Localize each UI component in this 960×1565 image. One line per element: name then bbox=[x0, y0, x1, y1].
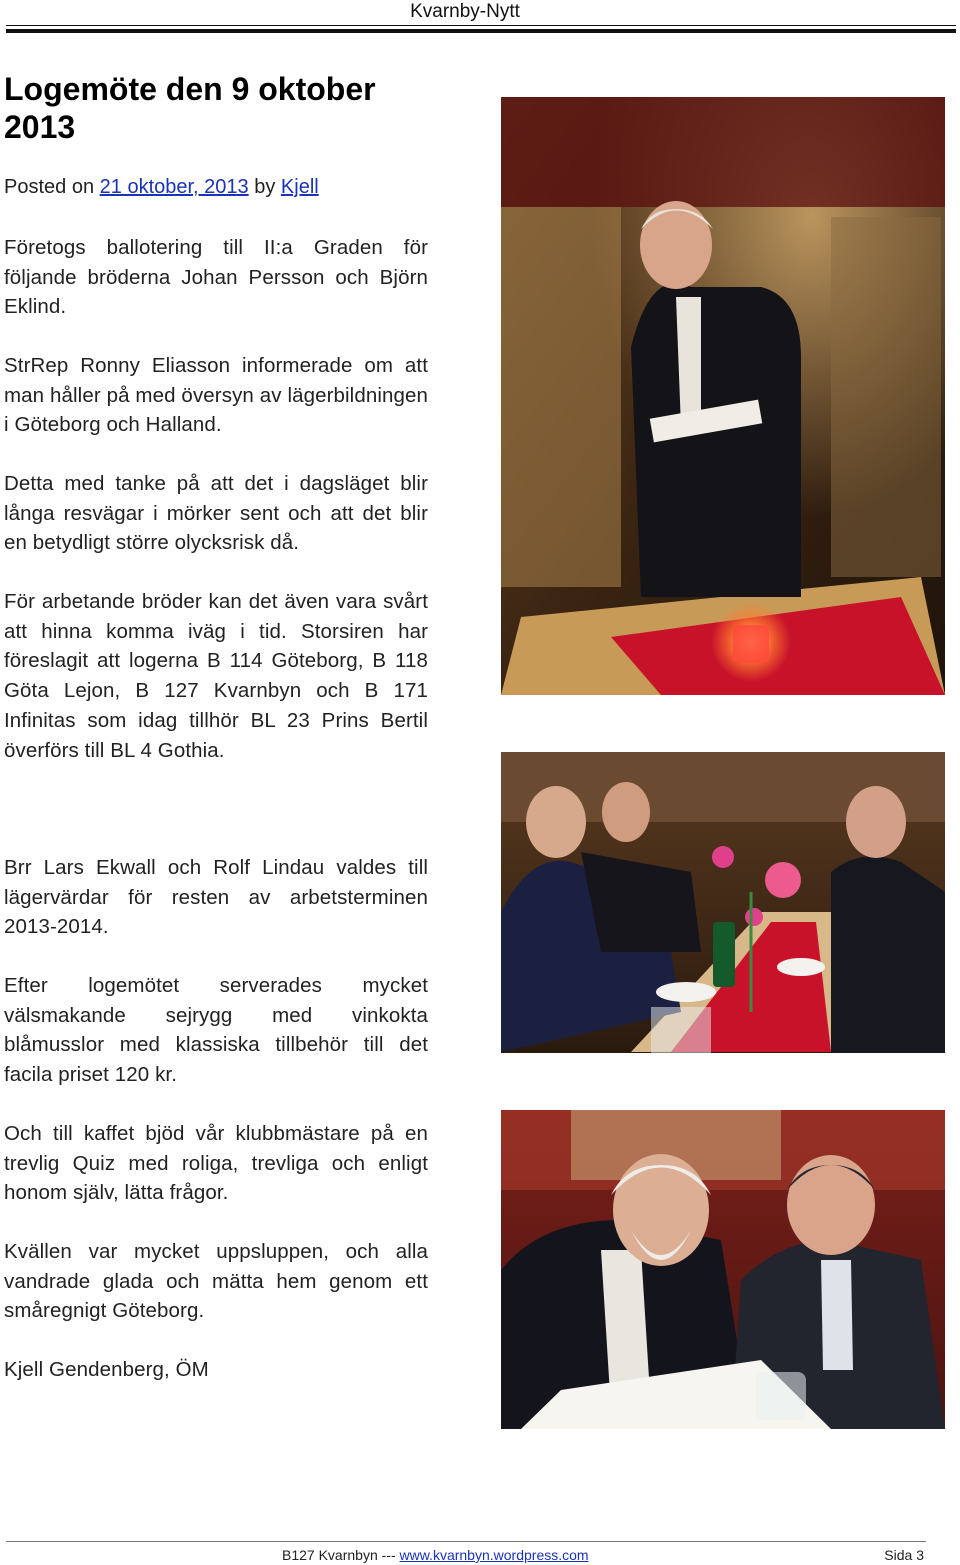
paragraph-travel: Detta med tanke på att det i dagsläget blir långa resvägar i mörker sent och att det blir en betydligt större olycksrisk då. bbox=[4, 472, 428, 555]
photo-speaker bbox=[501, 97, 945, 695]
article-title: Logemöte den 9 oktober 2013 bbox=[4, 71, 376, 145]
byline-by: by bbox=[254, 176, 276, 198]
header-rule-thin bbox=[6, 25, 956, 26]
signature: Kjell Gendenberg, ÖM bbox=[4, 1358, 209, 1381]
post-date-link[interactable]: 21 oktober, 2013 bbox=[99, 176, 249, 198]
posted-prefix: Posted on bbox=[4, 176, 95, 198]
paragraph-lodges: För arbetande bröder kan det även vara svårt att hinna komma iväg i tid. Storsiren har föreslagit att logerna B 114 Göteborg, B 118 Göta Lejon, B 127 Kvarnbyn och B 171 Infinitas som idag tillhör BL 23 Prins Bertil överförs till BL 4 Gothia. bbox=[4, 590, 428, 762]
author-link[interactable]: Kjell bbox=[280, 176, 319, 198]
photo-dinner-table bbox=[501, 752, 945, 1053]
footer-website-link[interactable]: www.kvarnbyn.wordpress.com bbox=[399, 1547, 589, 1563]
footer-lodge bbox=[282, 1546, 589, 1564]
header-rule-thick bbox=[6, 29, 956, 33]
byline bbox=[4, 173, 444, 201]
footer-rule bbox=[6, 1541, 926, 1542]
footer-lodge-name: B127 Kvarnbyn --- bbox=[282, 1547, 396, 1563]
paragraph-lagervardar: Brr Lars Ekwall och Rolf Lindau valdes till lägervärdar för resten av arbetsterminen 2013-2014. bbox=[4, 856, 428, 939]
paragraph-strrep: StrRep Ronny Eliasson informerade om att man håller på med översyn av lägerbildningen i Göteborg och Halland. bbox=[4, 354, 428, 437]
paragraph-quiz: Och till kaffet bjöd vår klubbmästare på en trevlig Quiz med roliga, trevliga och enligt honom själv, lätta frågor. bbox=[4, 1122, 428, 1205]
paragraph-dinner: Efter logemötet serverades mycket välsmakande sejrygg med vinkokta blåmusslor med klassiska tillbehör till det facila priset 120 kr. bbox=[4, 974, 428, 1087]
paragraph-evening: Kvällen var mycket uppsluppen, och alla vandrade glada och mätta hem genom ett småregnigt Göteborg. bbox=[4, 1240, 428, 1323]
page-number: Sida 3 bbox=[884, 1547, 924, 1563]
photo-two-men bbox=[501, 1110, 945, 1429]
paragraph-ballotering: Företogs ballotering till II:a Graden för följande bröderna Johan Persson och Björn Eklind. bbox=[4, 236, 428, 319]
newsletter-title: Kvarnby-Nytt bbox=[410, 1, 520, 22]
